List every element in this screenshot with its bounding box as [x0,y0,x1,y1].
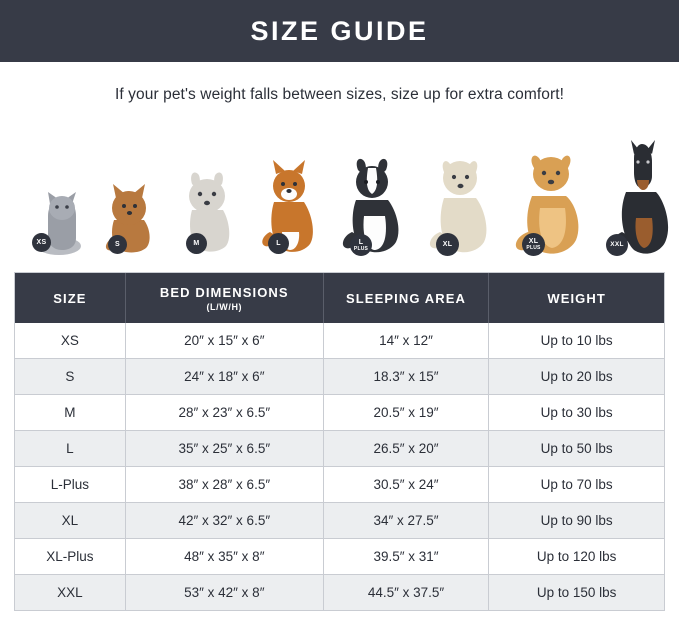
size-badge-m: M [186,233,207,254]
cell-sleeping-area: 14″ x 12″ [323,323,488,359]
table-row [15,359,664,395]
pet-figure-s [98,176,160,258]
table-header [15,273,664,323]
cell-size: XL-Plus [15,539,125,575]
cell-size: XS [15,323,125,359]
cell-size: S [15,359,125,395]
subtitle-text: If your pet's weight falls between sizes, size up for extra comfort! [114,86,565,103]
column-header-size [15,273,125,323]
column-header-sleeping-area [323,273,488,323]
cell-size: M [15,395,125,431]
cell-sleeping-area: 30.5″ x 24″ [323,467,488,503]
page-title: SIZE GUIDE [250,15,429,46]
table-row [15,539,664,575]
cell-dimensions: 48″ x 35″ x 8″ [125,539,323,575]
size-badge-l-plus: L PLUS [350,234,372,256]
cell-sleeping-area: 18.3″ x 15″ [323,359,488,395]
cell-sleeping-area: 26.5″ x 20″ [323,431,488,467]
pet-figure-m [174,166,240,258]
column-header-bed-dimensions-sub: (L/W/H) [206,302,243,312]
cell-dimensions: 38″ x 28″ x 6.5″ [125,467,323,503]
french-bulldog-icon [174,166,240,258]
table-row [15,431,664,467]
column-header-weight-label: WEIGHT [547,291,606,306]
cell-weight: Up to 120 lbs [489,539,664,575]
cell-weight: Up to 20 lbs [489,359,664,395]
cell-sleeping-area: 39.5″ x 31″ [323,539,488,575]
column-header-weight [489,273,664,323]
cell-dimensions: 42″ x 32″ x 6.5″ [125,503,323,539]
size-badge-s: S [108,235,127,254]
table-row [15,575,664,611]
cell-sleeping-area: 34″ x 27.5″ [323,503,488,539]
size-table-wrapper [14,272,665,611]
cell-size: XXL [15,575,125,611]
cell-dimensions: 20″ x 15″ x 6″ [125,323,323,359]
table-row [15,467,664,503]
cell-dimensions: 24″ x 18″ x 6″ [125,359,323,395]
size-badge-xxl: XXL [606,234,628,256]
cell-sleeping-area: 20.5″ x 19″ [323,395,488,431]
cell-size: L [15,431,125,467]
cell-dimensions: 53″ x 42″ x 8″ [125,575,323,611]
table-row [15,503,664,539]
shiba-inu-icon [256,156,322,258]
column-header-size-label: SIZE [53,291,87,306]
pet-figure-xl-plus [510,146,594,258]
cell-dimensions: 35″ x 25″ x 6.5″ [125,431,323,467]
column-header-bed-dimensions-label: BED DIMENSIONS [159,285,289,300]
cell-weight: Up to 50 lbs [489,431,664,467]
size-badge-xl-plus: XL PLUS [522,233,545,256]
cell-size: L-Plus [15,467,125,503]
size-table [15,273,664,611]
cell-dimensions: 28″ x 23″ x 6.5″ [125,395,323,431]
cell-weight: Up to 70 lbs [489,467,664,503]
pet-figure-xxl [606,140,679,258]
cell-size: XL [15,503,125,539]
labrador-icon [424,150,498,258]
pet-illustration-row [14,118,665,258]
cell-sleeping-area: 44.5″ x 37.5″ [323,575,488,611]
size-badge-xl: XL [436,233,459,256]
pet-figure-l-plus [338,154,410,258]
table-header-row [15,273,664,323]
pet-figure-xl [424,150,498,258]
column-header-bed-dimensions [125,273,323,323]
size-badge-l: L [268,233,289,254]
column-header-sleeping-area-label: SLEEPING AREA [346,291,467,306]
table-row [15,395,664,431]
pet-figure-l [256,156,322,258]
header-bar [0,0,679,62]
cell-weight: Up to 90 lbs [489,503,664,539]
pet-figure-xs [26,186,88,258]
cell-weight: Up to 30 lbs [489,395,664,431]
cell-weight: Up to 10 lbs [489,323,664,359]
table-body [15,323,664,611]
size-badge-xs: XS [32,233,51,252]
table-row [15,323,664,359]
border-collie-icon [338,154,410,258]
cell-weight: Up to 150 lbs [489,575,664,611]
